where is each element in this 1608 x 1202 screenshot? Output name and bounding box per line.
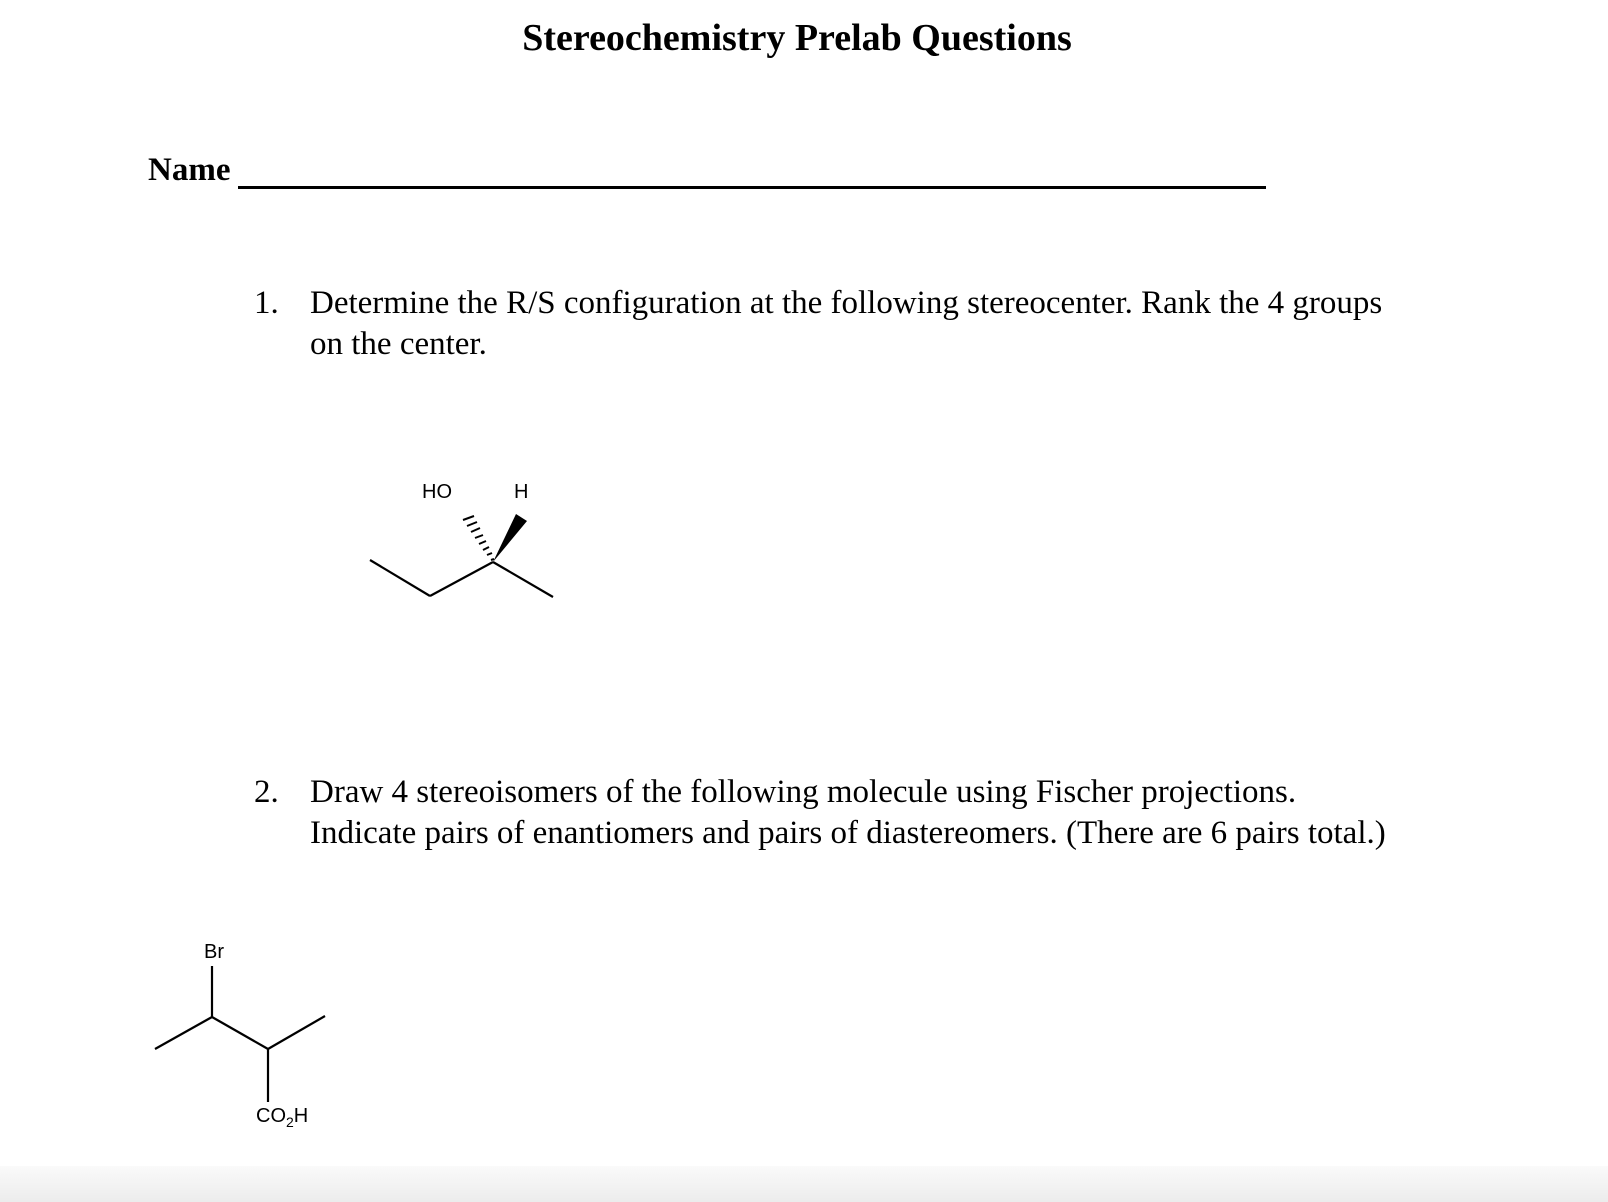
molecule-1-structure (360, 481, 560, 605)
page-title: Stereochemistry Prelab Questions (522, 17, 1072, 59)
molecule-2-bond-left (155, 1017, 212, 1049)
question-2-text: Draw 4 stereoisomers of the following molecule using Fischer projections. Indicate pairs of enantiomers and pairs of diastereomers. (There are 6 pairs total.) (310, 774, 1386, 851)
molecule-2-label-co2h-sub: 2 (286, 1114, 294, 1130)
molecule-1-label-h: H (514, 481, 529, 503)
molecule-1-bond-middle (430, 562, 493, 596)
question-2-number: 2. (254, 774, 279, 810)
molecule-2-bond-center (212, 1017, 268, 1049)
molecule-2-bond-right (268, 1016, 325, 1049)
molecule-2-label-co2h (256, 1105, 308, 1130)
name-label: Name (148, 152, 231, 188)
bottom-fade-bar (0, 1166, 1608, 1202)
molecule-1-hashed-bond (463, 516, 494, 560)
molecule-2-label-br: Br (204, 941, 224, 963)
molecule-2-label-co2h-main: CO (256, 1105, 286, 1127)
question-1-text: Determine the R/S configuration at the following stereocenter. Rank the 4 groups on the center. (310, 285, 1383, 362)
molecule-1-wedge-bond (493, 514, 527, 562)
question-2 (254, 772, 1394, 854)
question-1 (254, 283, 1394, 365)
molecule-2-structure (150, 940, 340, 1140)
molecule-2-label-co2h-end: H (293, 1105, 309, 1127)
question-1-number: 1. (254, 285, 279, 321)
molecule-1-label-ho: HO (422, 481, 452, 503)
name-field-line[interactable] (238, 186, 1266, 189)
molecule-1-bond-left (370, 560, 430, 596)
molecule-1-bond-right (493, 562, 553, 597)
